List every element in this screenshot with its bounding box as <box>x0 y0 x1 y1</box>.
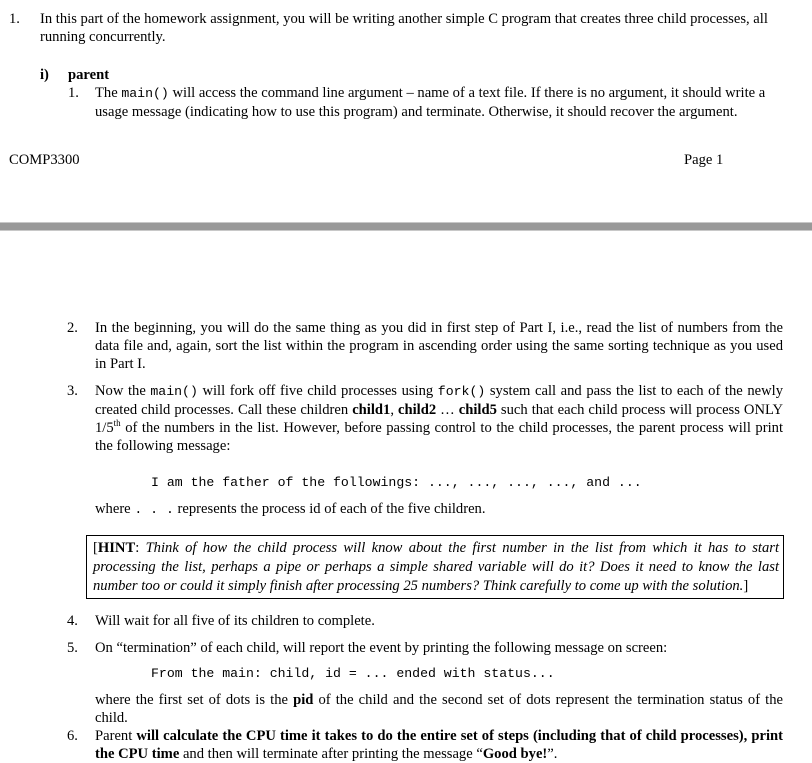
list-number: 5. <box>67 640 78 656</box>
list-number: 6. <box>67 728 78 744</box>
paragraph: In the beginning, you will do the same thing as you did in first step of Part I, i.e., read the list of numbers from the data file and, again, sort the list within the program in ascending order using the same sorting technique as you used in Part I. <box>95 320 783 372</box>
paragraph: On “termination” of each child, will report the event by printing the following message on screen: <box>95 640 668 656</box>
paragraph <box>95 500 486 519</box>
inline-code: main() <box>150 384 198 399</box>
list-number: 1. <box>9 11 20 27</box>
text-run: where the first set of dots is the <box>95 692 294 708</box>
hint-text: Think of how the child process will know about the first number in the list from which it has to start processing the list, perhaps a pipe or perhaps a simple shared variable will do it? Does it need to know the last number too or could it simply finish after processing 25 numbers? Think carefully to come up with the solution. <box>93 540 779 594</box>
bracket: ] <box>743 578 749 594</box>
paragraph <box>95 691 783 727</box>
text-run: The <box>95 85 122 101</box>
hint-box <box>86 535 784 599</box>
paragraph <box>95 727 783 763</box>
bold-text: child2 <box>398 402 437 418</box>
subsection-title: parent <box>68 67 110 83</box>
superscript: th <box>113 418 121 429</box>
text-run: of the child and the second set of dots represent the termination status of the child. <box>95 692 784 726</box>
list-number: 1. <box>68 85 79 101</box>
hint-label: HINT <box>97 540 136 556</box>
text-run: system call and pass the list to each of the newly created child processes. Call these children <box>95 383 783 418</box>
inline-code: . . . <box>134 502 174 517</box>
page-separator <box>0 222 812 231</box>
footer-page-number: Page 1 <box>684 152 724 168</box>
inline-code: fork() <box>437 384 486 399</box>
text-run: of the numbers in the list. However, before passing control to the child processes, the parent process will print the following message: <box>95 420 783 454</box>
bold-text: child5 <box>458 402 497 418</box>
list-number: 3. <box>67 383 78 399</box>
paragraph: Will wait for all five of its children to complete. <box>95 613 375 629</box>
bold-text: Good bye! <box>482 746 548 762</box>
bold-text: will calculate the CPU time it takes to do the entire set of steps (including that of child processes), print the CPU time <box>95 728 783 762</box>
text-run: such that each child process will process ONLY 1/5 <box>95 402 784 436</box>
paragraph <box>95 382 783 455</box>
bold-text: pid <box>293 692 314 708</box>
bold-text: child1 <box>352 402 391 418</box>
text-run: Now the <box>95 383 151 399</box>
footer-course-code: COMP3300 <box>9 152 80 168</box>
text-run: Parent <box>95 728 137 744</box>
text-run: will access the command line argument – name of a text file. If there is no argument, it should write a usage message (indicating how to use this program) and terminate. Otherwise, it should recover the argument. <box>95 85 766 120</box>
code-message: I am the father of the followings: ..., ..., ..., ..., and ... <box>151 475 642 490</box>
subsection-number: i) <box>40 67 49 83</box>
text-run: : <box>135 540 146 556</box>
list-number: 2. <box>67 320 78 336</box>
inline-code: main() <box>121 86 169 101</box>
text-run: will fork off five child processes using <box>197 383 438 399</box>
list-number: 4. <box>67 613 78 629</box>
text-run: where <box>95 501 135 517</box>
text-run: , <box>390 402 398 418</box>
paragraph: In this part of the homework assignment, you will be writing another simple C program that creates three child processes, all running concurrently. <box>40 11 768 45</box>
text-run: represents the process id of each of the five children. <box>173 501 486 517</box>
code-message: From the main: child, id = ... ended with status... <box>151 666 555 681</box>
text-run: ”. <box>547 746 558 762</box>
paragraph <box>95 84 785 121</box>
text-run: and then will terminate after printing the message “ <box>179 746 483 762</box>
bracket: [ <box>93 540 98 556</box>
text-run: … <box>436 402 459 418</box>
